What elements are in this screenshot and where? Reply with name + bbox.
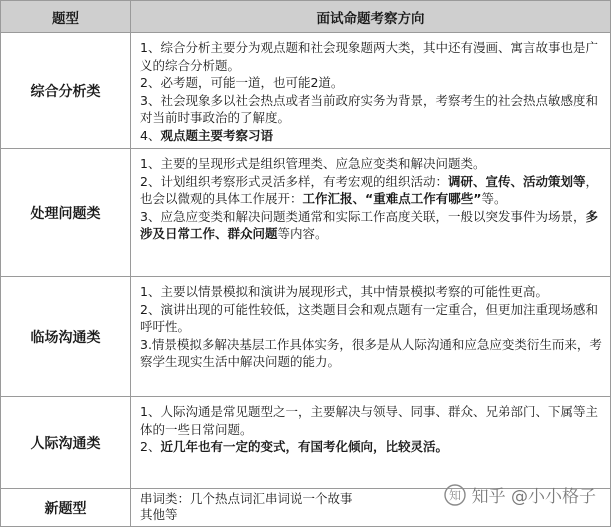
direction-line xyxy=(140,208,604,243)
watermark-text: 知乎 @小小格子 xyxy=(471,487,596,507)
body-text: 4、 xyxy=(140,127,161,143)
body-text: 1、主要以情景模拟和演讲为展现形式，其中情景模拟考察的可能性更高。 xyxy=(140,284,548,299)
direction-line xyxy=(140,336,604,371)
direction-line xyxy=(140,92,604,127)
header-direction: 面试命题考察方向 xyxy=(131,1,611,33)
emphasis-text: 观点题主要考察习语 xyxy=(160,127,273,143)
direction-line xyxy=(140,438,604,456)
body-text: 3、应急应变类和解决问题类通常和实际工作高度关联，一般以突发事件为场景， xyxy=(140,208,586,224)
body-text: ，也会以微观的具体工作展开： xyxy=(140,173,598,206)
body-text: 3、社会现象多以社会热点或者当前政府实务为背景，考察考生的社会热点敏感度和对当前时事政治的了解度。 xyxy=(140,92,598,125)
direction-line xyxy=(140,173,604,208)
body-text: 等。 xyxy=(481,191,507,206)
question-type-cell: 处理问题类 xyxy=(1,149,131,277)
body-text: 等内容。 xyxy=(277,226,328,241)
header-type: 题型 xyxy=(1,1,131,33)
direction-line xyxy=(140,507,604,523)
question-type-cell: 人际沟通类 xyxy=(1,397,131,489)
body-text: 2、必考题，可能一道，也可能2道。 xyxy=(140,75,344,90)
body-text: 1、主要的呈现形式是组织管理类、应急应变类和解决问题类。 xyxy=(140,156,486,171)
direction-line xyxy=(140,39,604,74)
direction-line xyxy=(140,283,604,301)
question-type-cell: 临场沟通类 xyxy=(1,277,131,397)
table-row xyxy=(1,397,611,489)
emphasis-text: 多涉及日常工作、群众问题 xyxy=(140,208,598,241)
body-text: 其他等 xyxy=(140,507,178,522)
svg-text:知: 知 xyxy=(448,488,461,502)
direction-line xyxy=(140,403,604,438)
body-text: 2、 xyxy=(140,439,161,454)
table-row xyxy=(1,33,611,149)
direction-cell xyxy=(131,277,611,397)
body-text: 3.情景模拟多解决基层工作具体实务，很多是从人际沟通和应急应变类衍生而来，考察学生现实生活中解决问题的能力。 xyxy=(140,336,602,369)
direction-line xyxy=(140,74,604,92)
body-text: 2、计划组织考察形式灵活多样，有考宏观的组织活动： xyxy=(140,173,448,189)
emphasis-text: 调研、宣传、活动策划等 xyxy=(447,173,586,189)
direction-cell xyxy=(131,149,611,277)
question-type-cell: 新题型 xyxy=(1,489,131,527)
emphasis-text: 近几年也有一定的变式，有国考化倾向，比较灵活。 xyxy=(160,439,448,454)
direction-line xyxy=(140,127,604,145)
emphasis-text: 工作汇报、“重难点工作有哪些” xyxy=(302,191,482,206)
body-text: 1、综合分析主要分为观点题和社会现象题两大类，其中还有漫画、寓言故事也是广义的综合分析题。 xyxy=(140,40,598,73)
watermark xyxy=(444,482,596,507)
body-text: 串词类：几个热点词汇串词说一个故事 xyxy=(140,491,353,506)
question-type-cell: 综合分析类 xyxy=(1,33,131,149)
table-row xyxy=(1,277,611,397)
body-text: 2、演讲出现的可能性较低，这类题目会和观点题有一定重合，但更加注重现场感和呼吁性。 xyxy=(140,301,598,334)
direction-line xyxy=(140,301,604,336)
table-row xyxy=(1,149,611,277)
direction-cell xyxy=(131,33,611,149)
direction-line xyxy=(140,155,604,173)
direction-cell xyxy=(131,397,611,489)
zhihu-logo-icon xyxy=(444,484,466,506)
body-text: 1、人际沟通是常见题型之一，主要解决与领导、同事、群众、兄弟部门、下属等主体的一些日常问题。 xyxy=(140,404,598,437)
table-header-row xyxy=(1,1,611,33)
